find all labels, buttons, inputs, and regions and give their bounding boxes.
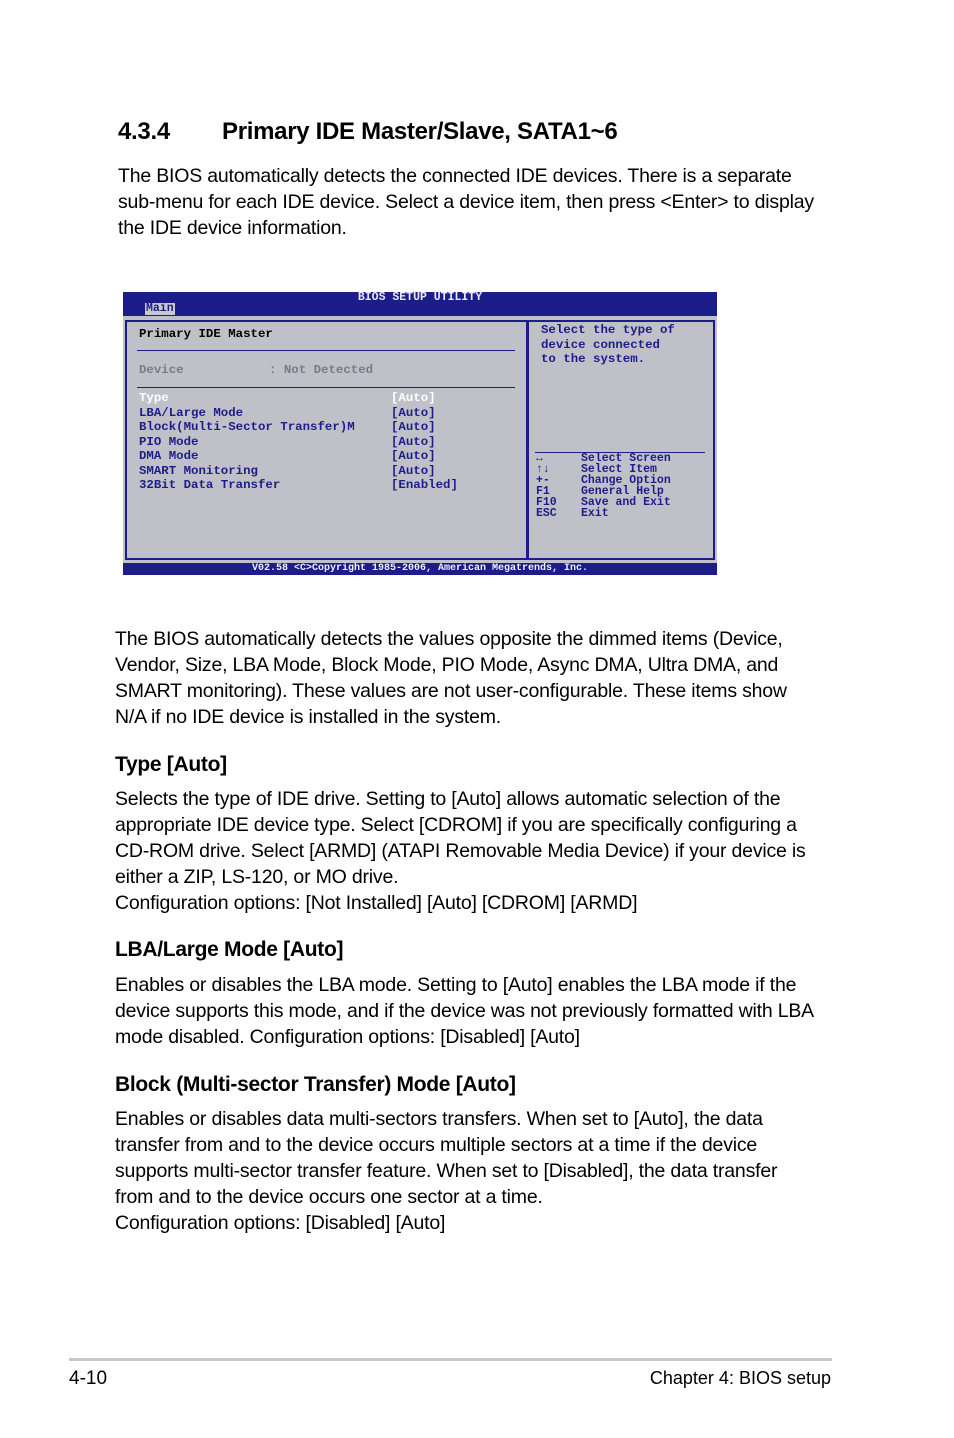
intro-line: the IDE device information. xyxy=(118,217,347,239)
footer-rule xyxy=(69,1358,832,1361)
block-line: from and to the device occurs one sector at a time. xyxy=(115,1186,543,1208)
device-value: : Not Detected xyxy=(269,363,374,377)
menu-item-32bit-data-transfer-value[interactable]: [Enabled] xyxy=(391,478,458,492)
key-action: General Help xyxy=(581,485,664,498)
menu-item-pio-mode-value[interactable]: [Auto] xyxy=(391,434,436,449)
tab-main[interactable]: Main xyxy=(146,302,174,315)
intro-line: The BIOS automatically detects the connected IDE devices. There is a separate xyxy=(118,165,792,187)
lba-line: device supports this mode, and if the device was not previously formatted with LBA xyxy=(115,1000,814,1022)
section-heading xyxy=(118,118,617,146)
type-paragraph xyxy=(115,786,806,916)
body-line: SMART monitoring). These values are not user-configurable. These items show xyxy=(115,680,787,702)
block-line: transfer from and to the device occurs multiple sectors at a time if the device xyxy=(115,1134,758,1156)
help-text-line: Select the type of xyxy=(541,323,675,337)
lba-line: mode disabled. Configuration options: [Disabled] [Auto] xyxy=(115,1026,580,1048)
bios-title: BIOS SETUP UTILITY xyxy=(357,291,483,304)
lba-paragraph xyxy=(115,972,814,1050)
key-f1: F1 xyxy=(536,485,550,498)
body-line: N/A if no IDE device is installed in the system. xyxy=(115,706,501,728)
menu-item-pio-mode[interactable]: PIO Mode xyxy=(139,434,199,449)
divider xyxy=(137,387,515,388)
bios-help-pane xyxy=(527,320,715,560)
key-action: Change Option xyxy=(581,474,671,487)
key-action: Save and Exit xyxy=(581,496,671,509)
body-line: The BIOS automatically detects the values opposite the dimmed items (Device, xyxy=(115,628,783,650)
block-line: supports multi-sector transfer feature. When set to [Disabled], the data transfer xyxy=(115,1160,778,1182)
body-paragraph xyxy=(115,626,787,730)
menu-item-dma-mode-value[interactable]: [Auto] xyxy=(391,449,436,463)
section-number: 4.3.4 xyxy=(118,118,170,145)
intro-paragraph xyxy=(118,163,814,241)
key-plus-minus: +- xyxy=(536,474,550,487)
key-f10: F10 xyxy=(536,496,557,509)
type-heading: Type [Auto] xyxy=(115,753,227,776)
menu-item-lba-large-mode-value[interactable]: [Auto] xyxy=(391,405,436,420)
menu-item-type-value[interactable]: [Auto] xyxy=(391,391,436,405)
bios-screen xyxy=(123,292,717,575)
type-line: appropriate IDE device type. Select [CDROM] if you are specifically configuring a xyxy=(115,814,797,836)
menu-item-type[interactable]: Type xyxy=(139,391,169,405)
type-line: either a ZIP, LS-120, or MO drive. xyxy=(115,866,399,888)
chapter-label: Chapter 4: BIOS setup xyxy=(649,1368,831,1388)
menu-item-smart-monitoring-value[interactable]: [Auto] xyxy=(391,463,436,478)
help-text-line: device connected xyxy=(541,337,660,352)
intro-line: sub-menu for each IDE device. Select a device item, then press <Enter> to display xyxy=(118,191,814,213)
menu-item-block-mode[interactable]: Block(Multi-Sector Transfer)M xyxy=(139,420,355,434)
key-action: Select Item xyxy=(581,463,657,476)
block-line: Configuration options: [Disabled] [Auto] xyxy=(115,1212,446,1234)
bios-footer: V02.58 <C>Copyright 1985-2006, American Megatrends, Inc. xyxy=(123,563,717,575)
device-label: Device xyxy=(139,363,184,377)
page-number: 4-10 xyxy=(69,1368,108,1389)
menu-item-lba-large-mode[interactable]: LBA/Large Mode xyxy=(139,405,244,420)
divider xyxy=(137,350,515,351)
block-line: Enables or disables data multi-sectors transfers. When set to [Auto], the data xyxy=(115,1108,763,1130)
key-action: Exit xyxy=(581,507,609,520)
menu-item-dma-mode[interactable]: DMA Mode xyxy=(139,449,199,463)
panel-title: Primary IDE Master xyxy=(139,327,273,341)
section-title: Primary IDE Master/Slave, SATA1~6 xyxy=(222,118,618,145)
block-paragraph xyxy=(115,1106,777,1236)
key-arrow-lr-icon: ↔ xyxy=(536,452,543,465)
lba-heading: LBA/Large Mode [Auto] xyxy=(115,938,344,961)
key-action: Select Screen xyxy=(581,452,671,465)
lba-line: Enables or disables the LBA mode. Setting to [Auto] enables the LBA mode if the xyxy=(115,974,797,996)
bios-title-bar xyxy=(123,292,717,316)
type-line: Selects the type of IDE drive. Setting to [Auto] allows automatic selection of the xyxy=(115,788,781,810)
key-esc: ESC xyxy=(536,507,557,520)
block-heading: Block (Multi-sector Transfer) Mode [Auto] xyxy=(115,1073,516,1096)
bios-settings-pane xyxy=(125,320,528,560)
type-line: Configuration options: [Not Installed] [Auto] [CDROM] [ARMD] xyxy=(115,892,638,914)
type-line: CD-ROM drive. Select [ARMD] (ATAPI Removable Media Device) if your device is xyxy=(115,840,806,862)
key-arrow-ud-icon: ↑↓ xyxy=(536,463,550,476)
menu-item-block-mode-value[interactable]: [Auto] xyxy=(391,420,436,434)
help-text-line: to the system. xyxy=(541,352,646,366)
body-line: Vendor, Size, LBA Mode, Block Mode, PIO Mode, Async DMA, Ultra DMA, and xyxy=(115,654,779,676)
menu-item-smart-monitoring[interactable]: SMART Monitoring xyxy=(139,463,258,478)
menu-item-32bit-data-transfer[interactable]: 32Bit Data Transfer xyxy=(139,478,281,492)
